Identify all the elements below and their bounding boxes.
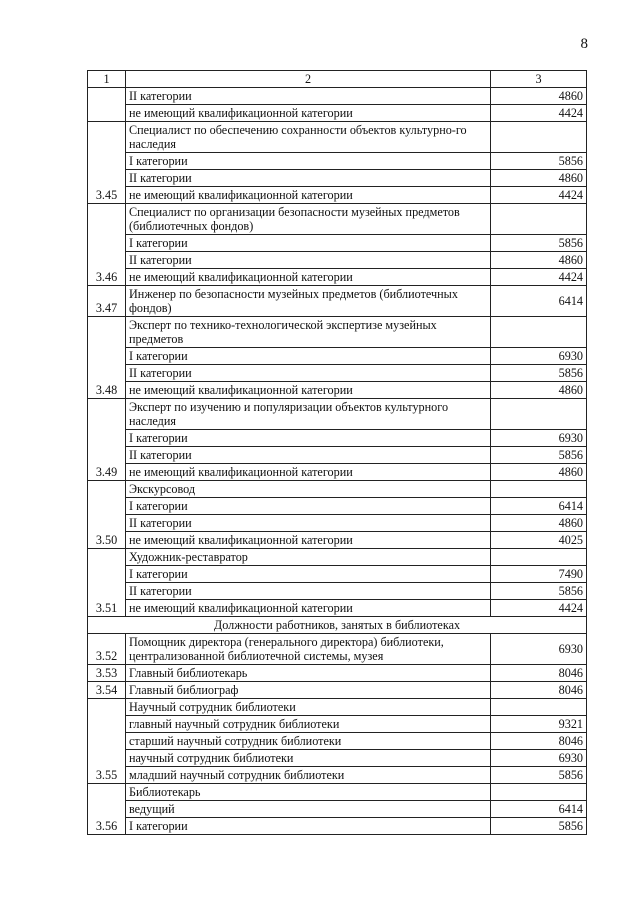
group-title-row xyxy=(88,549,587,566)
category-label: II категории xyxy=(126,170,491,187)
salary-value: 9321 xyxy=(491,716,587,733)
row-number: 3.51 xyxy=(88,549,126,617)
category-label: не имеющий квалификационной категории xyxy=(126,600,491,617)
category-label: ведущий xyxy=(126,801,491,818)
salary-value: 6414 xyxy=(491,498,587,515)
row-number: 3.49 xyxy=(88,399,126,481)
category-label: I категории xyxy=(126,235,491,252)
column-header: 3 xyxy=(491,71,587,88)
salary-value: 7490 xyxy=(491,566,587,583)
position-title: Главный библиограф xyxy=(126,682,491,699)
row-number: 3.46 xyxy=(88,204,126,286)
category-row xyxy=(88,170,587,187)
salary-value: 8046 xyxy=(491,682,587,699)
category-row xyxy=(88,818,587,835)
category-label: I категории xyxy=(126,153,491,170)
category-row xyxy=(88,750,587,767)
salary-table xyxy=(87,70,587,835)
salary-value: 8046 xyxy=(491,733,587,750)
salary-value: 4025 xyxy=(491,532,587,549)
group-title-row xyxy=(88,317,587,348)
group-title-row xyxy=(88,784,587,801)
empty-value-cell xyxy=(491,481,587,498)
salary-value: 6930 xyxy=(491,430,587,447)
category-label: I категории xyxy=(126,498,491,515)
category-label: научный сотрудник библиотеки xyxy=(126,750,491,767)
salary-value: 4860 xyxy=(491,515,587,532)
category-row xyxy=(88,348,587,365)
row-number: 3.52 xyxy=(88,634,126,665)
group-title-row xyxy=(88,204,587,235)
salary-value: 6414 xyxy=(491,801,587,818)
salary-value: 4860 xyxy=(491,170,587,187)
salary-value: 4860 xyxy=(491,382,587,399)
empty-value-cell xyxy=(491,204,587,235)
salary-value: 5856 xyxy=(491,818,587,835)
category-row xyxy=(88,88,587,105)
salary-table-body xyxy=(88,71,587,835)
page-number: 8 xyxy=(580,36,588,52)
position-title: Эксперт по технико-технологической экспертизе музейных предметов xyxy=(126,317,491,348)
salary-value: 6930 xyxy=(491,634,587,665)
group-title-row xyxy=(88,481,587,498)
salary-value: 5856 xyxy=(491,153,587,170)
row-number: 3.45 xyxy=(88,122,126,204)
empty-value-cell xyxy=(491,784,587,801)
position-title: Помощник директора (генерального директора) библиотеки, централизованной библиотечной системы, музея xyxy=(126,634,491,665)
salary-value: 8046 xyxy=(491,665,587,682)
column-header: 2 xyxy=(126,71,491,88)
category-label: не имеющий квалификационной категории xyxy=(126,269,491,286)
table-row xyxy=(88,665,587,682)
category-label: II категории xyxy=(126,583,491,600)
category-row xyxy=(88,498,587,515)
position-title: Специалист по обеспечению сохранности объектов культурно-го наследия xyxy=(126,122,491,153)
row-number: 3.55 xyxy=(88,699,126,784)
salary-value: 5856 xyxy=(491,767,587,784)
salary-value: 5856 xyxy=(491,365,587,382)
category-row xyxy=(88,105,587,122)
category-row xyxy=(88,566,587,583)
category-label: I категории xyxy=(126,430,491,447)
category-row xyxy=(88,430,587,447)
category-label: II категории xyxy=(126,365,491,382)
category-row xyxy=(88,382,587,399)
position-title: Научный сотрудник библиотеки xyxy=(126,699,491,716)
category-label: главный научный сотрудник библиотеки xyxy=(126,716,491,733)
position-title: Специалист по организации безопасности музейных предметов (библиотечных фондов) xyxy=(126,204,491,235)
empty-value-cell xyxy=(491,699,587,716)
category-row xyxy=(88,269,587,286)
category-label: младший научный сотрудник библиотеки xyxy=(126,767,491,784)
category-label: не имеющий квалификационной категории xyxy=(126,187,491,204)
salary-value: 4424 xyxy=(491,600,587,617)
row-number: 3.48 xyxy=(88,317,126,399)
section-title: Должности работников, занятых в библиотеках xyxy=(88,617,587,634)
category-row xyxy=(88,733,587,750)
salary-value: 4424 xyxy=(491,187,587,204)
category-row xyxy=(88,252,587,269)
category-label: II категории xyxy=(126,252,491,269)
position-title: Экскурсовод xyxy=(126,481,491,498)
category-row xyxy=(88,464,587,481)
table-row xyxy=(88,634,587,665)
salary-value: 6930 xyxy=(491,348,587,365)
row-number: 3.56 xyxy=(88,784,126,835)
salary-value: 4860 xyxy=(491,464,587,481)
category-label: II категории xyxy=(126,447,491,464)
salary-value: 6930 xyxy=(491,750,587,767)
row-number xyxy=(88,88,126,122)
category-label: I категории xyxy=(126,818,491,835)
category-row xyxy=(88,187,587,204)
section-row xyxy=(88,617,587,634)
table-row xyxy=(88,286,587,317)
category-row xyxy=(88,583,587,600)
category-row xyxy=(88,532,587,549)
category-row xyxy=(88,600,587,617)
position-title: Инженер по безопасности музейных предметов (библиотечных фондов) xyxy=(126,286,491,317)
position-title: Главный библиотекарь xyxy=(126,665,491,682)
category-row xyxy=(88,515,587,532)
category-row xyxy=(88,716,587,733)
row-number: 3.50 xyxy=(88,481,126,549)
salary-value: 5856 xyxy=(491,235,587,252)
position-title: Эксперт по изучению и популяризации объектов культурного наследия xyxy=(126,399,491,430)
category-label: не имеющий квалификационной категории xyxy=(126,382,491,399)
table-header-row xyxy=(88,71,587,88)
position-title: Художник-реставратор xyxy=(126,549,491,566)
category-label: не имеющий квалификационной категории xyxy=(126,464,491,481)
group-title-row xyxy=(88,399,587,430)
column-header: 1 xyxy=(88,71,126,88)
salary-value: 4860 xyxy=(491,252,587,269)
row-number: 3.54 xyxy=(88,682,126,699)
salary-value: 4860 xyxy=(491,88,587,105)
group-title-row xyxy=(88,122,587,153)
category-label: не имеющий квалификационной категории xyxy=(126,532,491,549)
category-row xyxy=(88,447,587,464)
salary-value: 6414 xyxy=(491,286,587,317)
empty-value-cell xyxy=(491,122,587,153)
category-label: не имеющий квалификационной категории xyxy=(126,105,491,122)
category-row xyxy=(88,801,587,818)
category-row xyxy=(88,365,587,382)
category-label: I категории xyxy=(126,566,491,583)
salary-value: 5856 xyxy=(491,583,587,600)
category-row xyxy=(88,235,587,252)
category-label: II категории xyxy=(126,515,491,532)
empty-value-cell xyxy=(491,399,587,430)
category-label: I категории xyxy=(126,348,491,365)
category-row xyxy=(88,153,587,170)
empty-value-cell xyxy=(491,549,587,566)
group-title-row xyxy=(88,699,587,716)
table-row xyxy=(88,682,587,699)
category-label: старший научный сотрудник библиотеки xyxy=(126,733,491,750)
row-number: 3.47 xyxy=(88,286,126,317)
position-title: Библиотекарь xyxy=(126,784,491,801)
salary-value: 4424 xyxy=(491,269,587,286)
salary-value: 5856 xyxy=(491,447,587,464)
empty-value-cell xyxy=(491,317,587,348)
category-row xyxy=(88,767,587,784)
category-label: II категории xyxy=(126,88,491,105)
row-number: 3.53 xyxy=(88,665,126,682)
salary-value: 4424 xyxy=(491,105,587,122)
